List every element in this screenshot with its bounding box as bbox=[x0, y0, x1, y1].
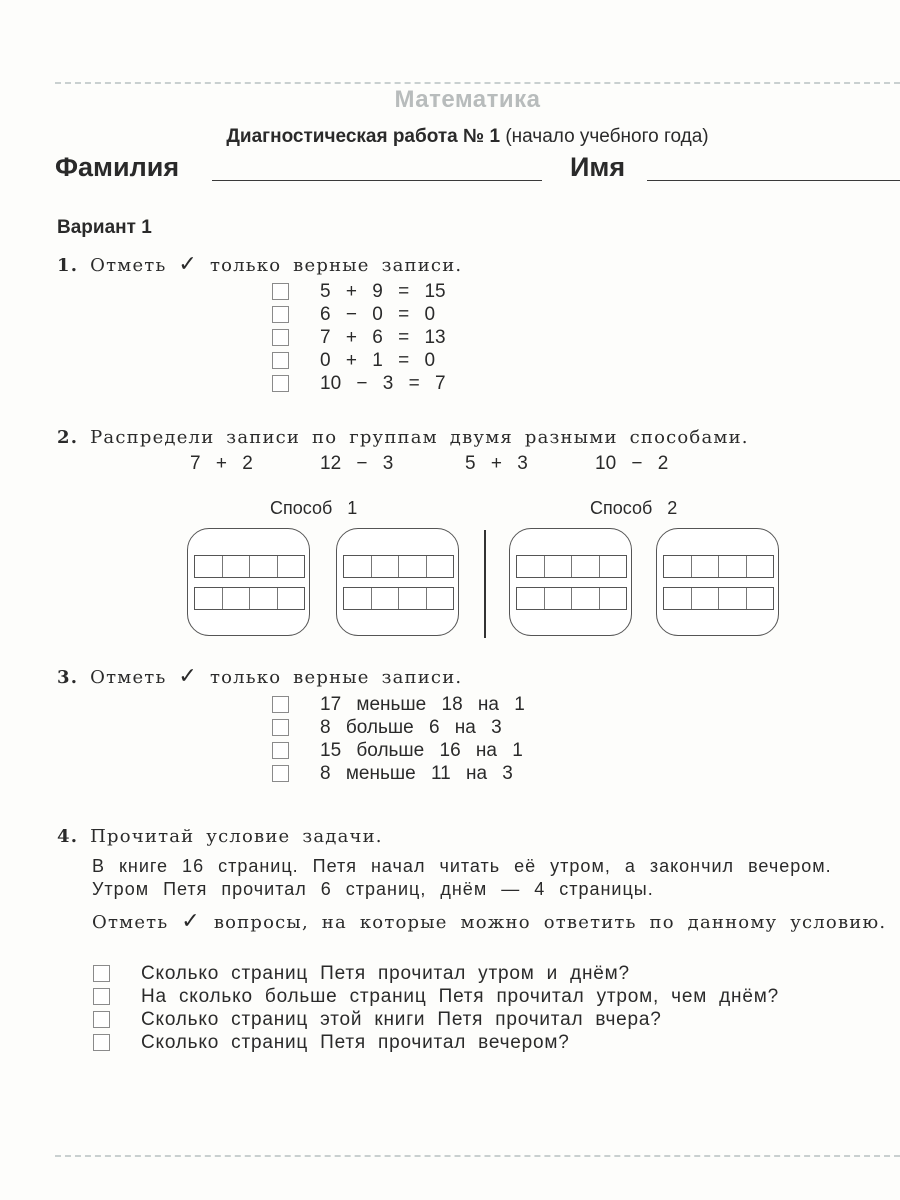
work-title-rest: (начало учебного года) bbox=[505, 126, 709, 147]
checkbox[interactable] bbox=[93, 965, 110, 982]
task4-number: 4. bbox=[57, 826, 79, 847]
variant-label: Вариант 1 bbox=[57, 217, 152, 238]
answer-grid[interactable] bbox=[516, 555, 627, 578]
task3-text-before: Отметь bbox=[90, 667, 167, 688]
work-title-bold: Диагностическая работа № 1 bbox=[226, 126, 501, 147]
task3-prompt bbox=[57, 664, 462, 689]
task4-question bbox=[93, 1031, 570, 1054]
task4-text: Прочитай условие задачи. bbox=[90, 826, 383, 847]
method1-label: Способ 1 bbox=[270, 498, 358, 518]
task1-option bbox=[272, 349, 435, 372]
task3-text-after: только верные записи. bbox=[209, 667, 463, 688]
answer-grid[interactable] bbox=[343, 555, 454, 578]
checkbox[interactable] bbox=[272, 719, 289, 736]
task4-question-text: На сколько больше страниц Петя прочитал утром, чем днём? bbox=[141, 985, 779, 1007]
task1-option bbox=[272, 372, 446, 395]
top-dashed-rule bbox=[55, 82, 900, 84]
task4-question-text: Сколько страниц Петя прочитал вечером? bbox=[141, 1031, 570, 1053]
task2-number: 2. bbox=[57, 427, 79, 448]
checkbox[interactable] bbox=[93, 1034, 110, 1051]
checkbox[interactable] bbox=[272, 696, 289, 713]
answer-grid[interactable] bbox=[663, 587, 774, 610]
problem-text: В книге 16 страниц. Петя начал читать её утром, а закончил вечером. Утром Петя прочитал 6 страниц, днём — 4 страницы. bbox=[92, 856, 832, 899]
task4-question bbox=[93, 1008, 662, 1031]
checkmark-icon: ✓ bbox=[178, 664, 199, 689]
task1-option bbox=[272, 303, 435, 326]
task3-number: 3. bbox=[57, 667, 79, 688]
method2-label: Способ 2 bbox=[590, 498, 678, 518]
task4-question bbox=[93, 962, 630, 985]
bottom-dashed-rule bbox=[55, 1155, 900, 1157]
task4-instruction-after: вопросы, на которые можно ответить по данному условию. bbox=[213, 912, 887, 933]
name-row bbox=[55, 152, 900, 192]
checkbox[interactable] bbox=[272, 375, 289, 392]
task1-option-text: 5 + 9 = 15 bbox=[320, 280, 446, 302]
task3-option-text: 8 меньше 11 на 3 bbox=[320, 762, 513, 784]
checkbox[interactable] bbox=[93, 1011, 110, 1028]
task3-option-text: 15 больше 16 на 1 bbox=[320, 739, 523, 761]
answer-grid[interactable] bbox=[194, 587, 305, 610]
task3-option-text: 17 меньше 18 на 1 bbox=[320, 693, 525, 715]
subject-heading: Математика bbox=[394, 86, 541, 113]
task3-option bbox=[272, 762, 513, 785]
task3-option bbox=[272, 716, 502, 739]
task3-option bbox=[272, 693, 525, 716]
task4-question-text: Сколько страниц этой книги Петя прочитал вчера? bbox=[141, 1008, 662, 1030]
name-label: Имя bbox=[570, 152, 626, 182]
record: 5 + 3 bbox=[465, 453, 528, 474]
checkbox[interactable] bbox=[93, 988, 110, 1005]
checkbox[interactable] bbox=[272, 329, 289, 346]
task4-instruction-before: Отметь bbox=[92, 912, 169, 933]
task1-text-after: только верные записи. bbox=[209, 255, 463, 276]
surname-label: Фамилия bbox=[55, 152, 180, 182]
task1-option-text: 0 + 1 = 0 bbox=[320, 349, 436, 371]
methods-divider bbox=[484, 530, 486, 638]
task4-instruction bbox=[92, 910, 888, 934]
answer-grid[interactable] bbox=[343, 587, 454, 610]
task1-option bbox=[272, 326, 446, 349]
checkbox[interactable] bbox=[272, 306, 289, 323]
record: 7 + 2 bbox=[190, 453, 253, 474]
work-title bbox=[0, 126, 900, 148]
task3-option bbox=[272, 739, 523, 762]
task2-text: Распредели записи по группам двумя разными способами. bbox=[90, 427, 749, 448]
task1-text-before: Отметь bbox=[90, 255, 167, 276]
name-field[interactable] bbox=[647, 152, 900, 181]
checkbox[interactable] bbox=[272, 765, 289, 782]
record: 10 − 2 bbox=[595, 453, 669, 474]
group-box bbox=[509, 528, 632, 636]
answer-grid[interactable] bbox=[516, 587, 627, 610]
record: 12 − 3 bbox=[320, 453, 394, 474]
task1-number: 1. bbox=[57, 255, 79, 276]
group-box bbox=[336, 528, 459, 636]
task3-option-text: 8 больше 6 на 3 bbox=[320, 716, 502, 738]
surname-field[interactable] bbox=[212, 152, 542, 181]
checkbox[interactable] bbox=[272, 283, 289, 300]
checkmark-icon: ✓ bbox=[178, 252, 199, 277]
task1-option-text: 7 + 6 = 13 bbox=[320, 326, 446, 348]
checkmark-icon: ✓ bbox=[181, 909, 201, 934]
answer-grid[interactable] bbox=[663, 555, 774, 578]
task4-prompt bbox=[57, 826, 383, 847]
task1-option bbox=[272, 280, 446, 303]
group-box bbox=[187, 528, 310, 636]
task1-option-text: 6 − 0 = 0 bbox=[320, 303, 436, 325]
group-box bbox=[656, 528, 779, 636]
task1-option-text: 10 − 3 = 7 bbox=[320, 372, 446, 394]
checkbox[interactable] bbox=[272, 352, 289, 369]
task1-prompt bbox=[57, 252, 462, 277]
task2-prompt bbox=[57, 427, 749, 448]
answer-grid[interactable] bbox=[194, 555, 305, 578]
task4-question-text: Сколько страниц Петя прочитал утром и днём? bbox=[141, 962, 630, 984]
task4-question bbox=[93, 985, 779, 1008]
checkbox[interactable] bbox=[272, 742, 289, 759]
